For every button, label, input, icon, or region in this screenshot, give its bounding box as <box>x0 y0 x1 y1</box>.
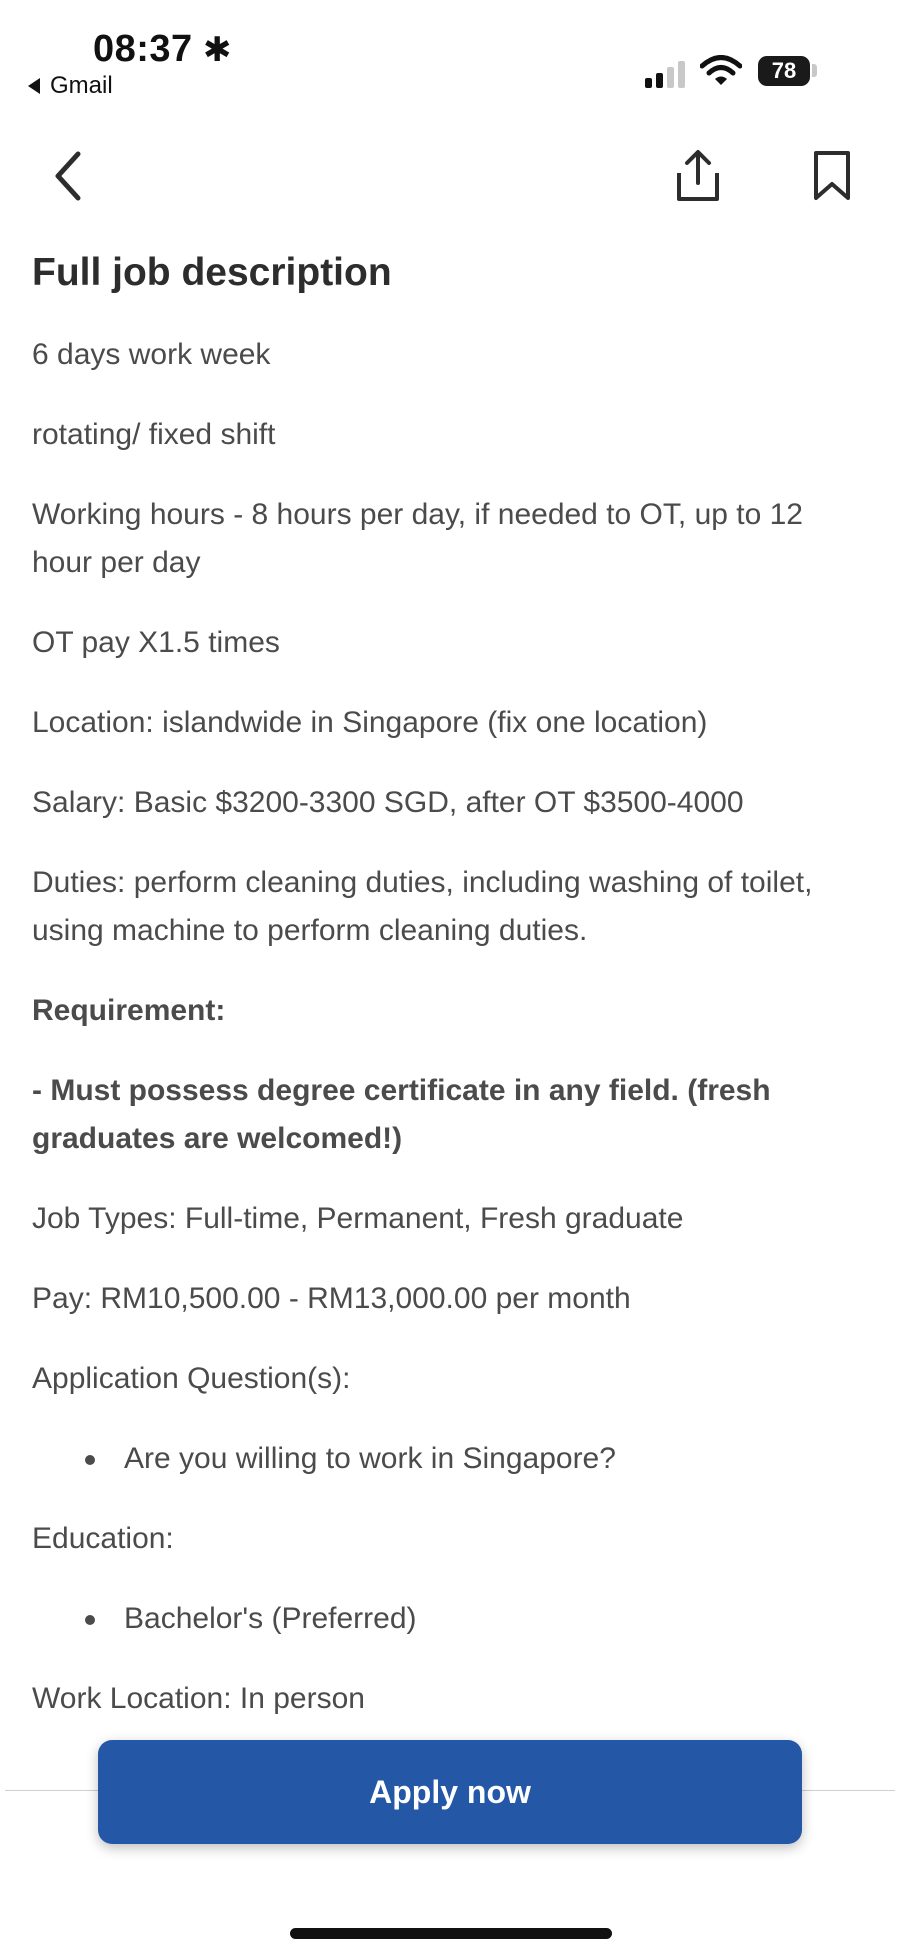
education-heading: Education: <box>32 1521 174 1555</box>
home-indicator[interactable] <box>290 1928 612 1939</box>
back-button[interactable] <box>36 144 100 208</box>
requirement-text: - Must possess degree certificate in any field. (fresh graduates are welcomed!) <box>32 1073 771 1155</box>
detail-shift: rotating/ fixed shift <box>32 417 276 451</box>
application-questions-list <box>32 1435 862 1483</box>
signal-icon <box>645 60 685 88</box>
work-location: Work Location: In person <box>32 1681 365 1715</box>
list-item: Are you willing to work in Singapore? <box>32 1435 862 1483</box>
wifi-icon <box>700 55 742 87</box>
battery-tip <box>812 64 817 77</box>
back-to-app-link[interactable] <box>28 72 113 100</box>
list-item: Bachelor's (Preferred) <box>32 1595 862 1643</box>
job-types: Job Types: Full-time, Permanent, Fresh graduate <box>32 1201 684 1235</box>
bookmark-button[interactable] <box>800 144 864 208</box>
back-app-label: Gmail <box>50 72 113 99</box>
pay-range: Pay: RM10,500.00 - RM13,000.00 per month <box>32 1281 631 1315</box>
apply-now-button[interactable]: Apply now <box>98 1740 802 1844</box>
status-bar <box>0 0 900 110</box>
detail-work-week: 6 days work week <box>32 337 271 371</box>
share-button[interactable] <box>666 144 730 208</box>
bookmark-icon <box>812 150 852 202</box>
detail-ot-pay: OT pay X1.5 times <box>32 625 280 659</box>
detail-working-hours: Working hours - 8 hours per day, if needed to OT, up to 12 hour per day <box>32 497 803 579</box>
requirement-heading: Requirement: <box>32 993 226 1027</box>
top-nav <box>0 130 900 220</box>
detail-location: Location: islandwide in Singapore (fix one location) <box>32 705 708 739</box>
detail-salary: Salary: Basic $3200-3300 SGD, after OT $3500-4000 <box>32 785 744 819</box>
battery-icon: 78 <box>758 56 810 86</box>
application-questions-heading: Application Question(s): <box>32 1361 351 1395</box>
chevron-left-icon <box>48 150 88 202</box>
status-time: 08:37 <box>93 28 193 70</box>
share-icon <box>675 149 721 203</box>
detail-duties: Duties: perform cleaning duties, including washing of toilet, using machine to perform cleaning duties. <box>32 865 813 947</box>
status-icon: ✱ <box>203 31 232 69</box>
job-description <box>32 250 862 1755</box>
page-title: Full job description <box>32 251 392 294</box>
education-list <box>32 1595 862 1643</box>
back-triangle-icon <box>28 78 40 94</box>
